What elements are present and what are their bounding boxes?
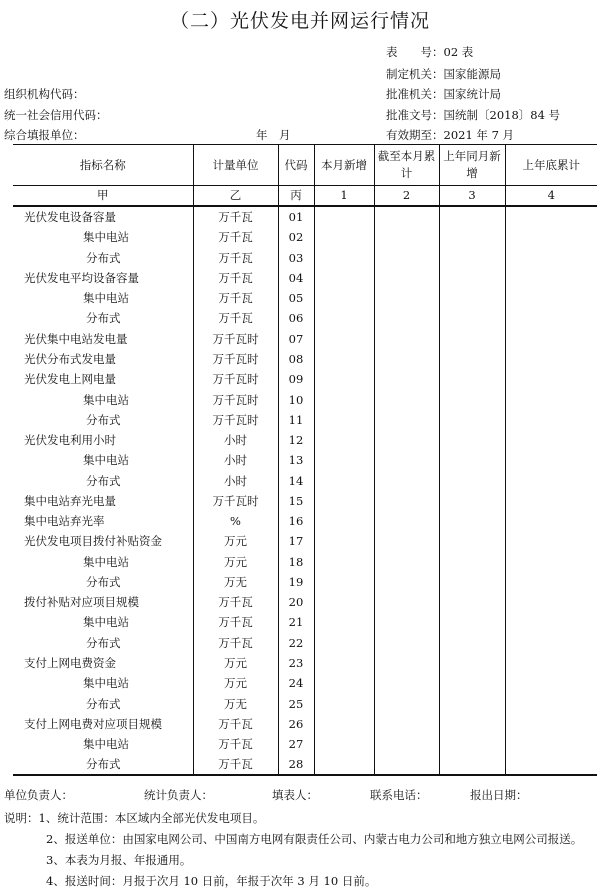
unit-cell: 万无 <box>193 572 278 592</box>
table-row <box>13 349 597 369</box>
indicator-name: 集中电站 <box>83 230 129 245</box>
filler-label: 填表人： <box>272 788 318 802</box>
value-cell-last-year-month-new <box>439 531 505 551</box>
indicator-name: 分布式 <box>86 696 121 711</box>
value-cell-month-new <box>314 633 374 653</box>
value-cell-last-year-month-new <box>439 329 505 349</box>
table-row <box>13 572 597 592</box>
value-cell-last-year-end <box>505 714 597 734</box>
value-cell-cumulative <box>374 673 439 693</box>
code-cell: 09 <box>278 369 314 389</box>
value-cell-last-year-end <box>505 531 597 551</box>
value-cell-cumulative <box>374 491 439 511</box>
unit-cell: 万元 <box>193 552 278 572</box>
table-row <box>13 673 597 693</box>
value-cell-month-new <box>314 268 374 288</box>
value-cell-last-year-end <box>505 206 597 227</box>
value-cell-cumulative <box>374 754 439 775</box>
value-cell-cumulative <box>374 734 439 754</box>
report-table <box>13 144 597 776</box>
value-cell-month-new <box>314 308 374 328</box>
value-cell-last-year-end <box>505 430 597 450</box>
value-cell-month-new <box>314 612 374 632</box>
header-row <box>13 145 597 186</box>
indicator-name: 集中电站 <box>83 554 129 569</box>
code-cell: 02 <box>278 227 314 247</box>
value-cell-month-new <box>314 369 374 389</box>
value-cell-month-new <box>314 389 374 409</box>
unit-cell: 万千瓦 <box>193 612 278 632</box>
value-cell-last-year-month-new <box>439 633 505 653</box>
code-cell: 15 <box>278 491 314 511</box>
value-cell-last-year-end <box>505 389 597 409</box>
table-row <box>13 369 597 389</box>
value-cell-last-year-month-new <box>439 592 505 612</box>
value-cell-last-year-end <box>505 572 597 592</box>
column-code: 1 <box>314 186 374 207</box>
table-row <box>13 410 597 430</box>
page-title: （二）光伏发电并网运行情况 <box>169 10 430 32</box>
value-cell-last-year-month-new <box>439 288 505 308</box>
unit-cell: 万千瓦时 <box>193 389 278 409</box>
unit-cell: 小时 <box>193 430 278 450</box>
indicator-name: 集中电站 <box>83 291 129 306</box>
value-cell-month-new <box>314 227 374 247</box>
column-code-row <box>13 186 597 207</box>
credit-code-label: 统一社会信用代码： <box>4 108 108 122</box>
unit-cell: 万千瓦 <box>193 592 278 612</box>
table-number: 表 号：02 表 <box>386 45 474 59</box>
value-cell-last-year-month-new <box>439 653 505 673</box>
indicator-name: 光伏集中电站发电量 <box>24 331 128 346</box>
value-cell-cumulative <box>374 531 439 551</box>
value-cell-month-new <box>314 673 374 693</box>
table-row <box>13 693 597 713</box>
unit-cell: 万元 <box>193 673 278 693</box>
indicator-name: 集中电站 <box>83 453 129 468</box>
column-code: 丙 <box>278 186 314 207</box>
value-cell-last-year-end <box>505 653 597 673</box>
reporter-label: 综合填报单位： <box>4 128 85 142</box>
code-cell: 03 <box>278 248 314 268</box>
value-cell-last-year-end <box>505 450 597 470</box>
note-1: 说明：1、统计范围：本区域内全部光伏发电项目。 <box>4 811 265 825</box>
code-cell: 21 <box>278 612 314 632</box>
unit-cell: 万千瓦时 <box>193 329 278 349</box>
value-cell-last-year-month-new <box>439 754 505 775</box>
table-row <box>13 329 597 349</box>
indicator-name: 光伏发电项目拨付补贴资金 <box>24 534 162 549</box>
value-cell-cumulative <box>374 552 439 572</box>
indicator-name: 拨付补贴对应项目规模 <box>24 595 139 610</box>
indicator-name: 光伏发电平均设备容量 <box>24 270 139 285</box>
value-cell-month-new <box>314 552 374 572</box>
value-cell-last-year-end <box>505 633 597 653</box>
table-row <box>13 206 597 227</box>
value-cell-last-year-end <box>505 592 597 612</box>
code-cell: 06 <box>278 308 314 328</box>
unit-cell: 万元 <box>193 653 278 673</box>
table-body <box>13 206 597 775</box>
indicator-name: 集中电站 <box>83 615 129 630</box>
value-cell-last-year-end <box>505 349 597 369</box>
value-cell-last-year-end <box>505 308 597 328</box>
unit-cell: 万千瓦 <box>193 206 278 227</box>
issuing-authority: 制定机关：国家能源局 <box>386 67 501 81</box>
table-row <box>13 389 597 409</box>
value-cell-cumulative <box>374 470 439 490</box>
value-cell-last-year-end <box>505 511 597 531</box>
org-code-label: 组织机构代码： <box>4 87 85 101</box>
unit-cell: 万千瓦 <box>193 227 278 247</box>
column-code: 甲 <box>13 186 193 207</box>
value-cell-last-year-month-new <box>439 369 505 389</box>
value-cell-cumulative <box>374 511 439 531</box>
year-month-label: 年 月 <box>256 128 291 142</box>
value-cell-last-year-month-new <box>439 552 505 572</box>
value-cell-month-new <box>314 592 374 612</box>
table-row <box>13 653 597 673</box>
value-cell-cumulative <box>374 268 439 288</box>
value-cell-last-year-month-new <box>439 430 505 450</box>
code-cell: 18 <box>278 552 314 572</box>
table-row <box>13 511 597 531</box>
table-row <box>13 734 597 754</box>
unit-cell: 万千瓦 <box>193 288 278 308</box>
table-row <box>13 227 597 247</box>
code-cell: 19 <box>278 572 314 592</box>
value-cell-last-year-end <box>505 288 597 308</box>
unit-head-label: 单位负责人： <box>4 788 73 802</box>
code-cell: 27 <box>278 734 314 754</box>
value-cell-month-new <box>314 410 374 430</box>
value-cell-month-new <box>314 754 374 775</box>
value-cell-last-year-month-new <box>439 511 505 531</box>
indicator-name: 光伏发电上网电量 <box>24 372 116 387</box>
value-cell-month-new <box>314 734 374 754</box>
indicator-name: 集中电站 <box>83 392 129 407</box>
value-cell-month-new <box>314 248 374 268</box>
table-row <box>13 592 597 612</box>
table-row <box>13 491 597 511</box>
value-cell-cumulative <box>374 288 439 308</box>
value-cell-cumulative <box>374 329 439 349</box>
value-cell-cumulative <box>374 410 439 430</box>
value-cell-cumulative <box>374 612 439 632</box>
code-cell: 16 <box>278 511 314 531</box>
value-cell-month-new <box>314 491 374 511</box>
unit-cell: 万千瓦 <box>193 714 278 734</box>
note-2: 2、报送单位：由国家电网公司、中国南方电网有限责任公司、内蒙古电力公司和地方独立电网公司报送。 <box>46 832 583 846</box>
value-cell-last-year-end <box>505 410 597 430</box>
code-cell: 24 <box>278 673 314 693</box>
indicator-name: 分布式 <box>86 635 121 650</box>
valid-until: 有效期至：2021 年 7 月 <box>386 128 515 142</box>
header-last-year-end-cumulative: 上年底累计 <box>505 145 597 186</box>
value-cell-last-year-month-new <box>439 693 505 713</box>
value-cell-last-year-month-new <box>439 734 505 754</box>
value-cell-last-year-month-new <box>439 206 505 227</box>
indicator-name: 分布式 <box>86 473 121 488</box>
code-cell: 28 <box>278 754 314 775</box>
value-cell-last-year-month-new <box>439 491 505 511</box>
indicator-name: 分布式 <box>86 574 121 589</box>
report-date-label: 报出日期： <box>470 788 528 802</box>
value-cell-cumulative <box>374 450 439 470</box>
header-indicator-name: 指标名称 <box>13 145 193 186</box>
value-cell-month-new <box>314 572 374 592</box>
table-row <box>13 633 597 653</box>
indicator-name: 分布式 <box>86 412 121 427</box>
code-cell: 10 <box>278 389 314 409</box>
indicator-name: 集中电站 <box>83 676 129 691</box>
code-cell: 05 <box>278 288 314 308</box>
value-cell-last-year-end <box>505 329 597 349</box>
stats-head-label: 统计负责人： <box>144 788 213 802</box>
value-cell-last-year-end <box>505 248 597 268</box>
value-cell-last-year-month-new <box>439 349 505 369</box>
approving-authority: 批准机关：国家统计局 <box>386 87 501 101</box>
value-cell-last-year-end <box>505 754 597 775</box>
value-cell-cumulative <box>374 633 439 653</box>
value-cell-cumulative <box>374 430 439 450</box>
value-cell-last-year-end <box>505 673 597 693</box>
table-row <box>13 430 597 450</box>
value-cell-last-year-month-new <box>439 673 505 693</box>
value-cell-cumulative <box>374 389 439 409</box>
indicator-name: 光伏分布式发电量 <box>24 351 116 366</box>
value-cell-last-year-month-new <box>439 308 505 328</box>
value-cell-last-year-month-new <box>439 714 505 734</box>
column-code: 4 <box>505 186 597 207</box>
table-row <box>13 552 597 572</box>
approval-number: 批准文号：国统制〔2018〕84 号 <box>386 108 561 122</box>
unit-cell: 万千瓦时 <box>193 491 278 511</box>
value-cell-cumulative <box>374 248 439 268</box>
unit-cell: 万千瓦时 <box>193 410 278 430</box>
header-cumulative: 截至本月累计 <box>374 145 439 186</box>
unit-cell: 万千瓦时 <box>193 369 278 389</box>
value-cell-cumulative <box>374 653 439 673</box>
value-cell-month-new <box>314 430 374 450</box>
value-cell-last-year-month-new <box>439 612 505 632</box>
value-cell-last-year-month-new <box>439 410 505 430</box>
code-cell: 20 <box>278 592 314 612</box>
unit-cell: 小时 <box>193 470 278 490</box>
header-code: 代码 <box>278 145 314 186</box>
value-cell-month-new <box>314 531 374 551</box>
value-cell-last-year-end <box>505 612 597 632</box>
value-cell-last-year-end <box>505 693 597 713</box>
indicator-name: 集中电站 <box>83 737 129 752</box>
value-cell-last-year-month-new <box>439 227 505 247</box>
code-cell: 23 <box>278 653 314 673</box>
indicator-name: 集中电站弃光率 <box>24 514 105 529</box>
column-code: 乙 <box>193 186 278 207</box>
value-cell-cumulative <box>374 227 439 247</box>
value-cell-last-year-end <box>505 227 597 247</box>
table-row <box>13 450 597 470</box>
table-row <box>13 470 597 490</box>
table-row <box>13 754 597 775</box>
value-cell-last-year-end <box>505 268 597 288</box>
value-cell-cumulative <box>374 592 439 612</box>
code-cell: 04 <box>278 268 314 288</box>
table-row <box>13 268 597 288</box>
value-cell-month-new <box>314 511 374 531</box>
value-cell-cumulative <box>374 308 439 328</box>
note-4: 4、报送时间：月报于次月 10 日前，年报于次年 3 月 10 日前。 <box>46 874 377 888</box>
unit-cell: 万千瓦 <box>193 248 278 268</box>
value-cell-last-year-end <box>505 552 597 572</box>
code-cell: 12 <box>278 430 314 450</box>
unit-cell: 万千瓦时 <box>193 349 278 369</box>
unit-cell: 万无 <box>193 693 278 713</box>
unit-cell: 万千瓦 <box>193 754 278 775</box>
code-cell: 26 <box>278 714 314 734</box>
value-cell-cumulative <box>374 714 439 734</box>
code-cell: 25 <box>278 693 314 713</box>
table-row <box>13 288 597 308</box>
header-month-new: 本月新增 <box>314 145 374 186</box>
value-cell-last-year-month-new <box>439 572 505 592</box>
table-row <box>13 248 597 268</box>
value-cell-month-new <box>314 714 374 734</box>
table-row <box>13 308 597 328</box>
column-code: 2 <box>374 186 439 207</box>
value-cell-cumulative <box>374 349 439 369</box>
phone-label: 联系电话： <box>370 788 428 802</box>
code-cell: 01 <box>278 206 314 227</box>
unit-cell: % <box>193 511 278 531</box>
table-row <box>13 714 597 734</box>
code-cell: 14 <box>278 470 314 490</box>
value-cell-cumulative <box>374 206 439 227</box>
note-3: 3、本表为月报、年报通用。 <box>46 853 192 867</box>
value-cell-month-new <box>314 329 374 349</box>
value-cell-last-year-month-new <box>439 389 505 409</box>
column-code: 3 <box>439 186 505 207</box>
indicator-name: 支付上网电费对应项目规模 <box>24 716 162 731</box>
value-cell-last-year-end <box>505 491 597 511</box>
value-cell-last-year-end <box>505 369 597 389</box>
indicator-name: 分布式 <box>13 754 193 775</box>
value-cell-last-year-month-new <box>439 248 505 268</box>
indicator-name: 集中电站弃光电量 <box>24 493 116 508</box>
unit-cell: 小时 <box>193 450 278 470</box>
table-row <box>13 612 597 632</box>
unit-cell: 万元 <box>193 531 278 551</box>
code-cell: 17 <box>278 531 314 551</box>
value-cell-cumulative <box>374 693 439 713</box>
value-cell-month-new <box>314 349 374 369</box>
code-cell: 07 <box>278 329 314 349</box>
indicator-name: 分布式 <box>86 311 121 326</box>
code-cell: 13 <box>278 450 314 470</box>
value-cell-month-new <box>314 206 374 227</box>
value-cell-last-year-month-new <box>439 450 505 470</box>
value-cell-month-new <box>314 693 374 713</box>
unit-cell: 万千瓦 <box>193 734 278 754</box>
header-unit: 计量单位 <box>193 145 278 186</box>
header-last-year-month-new: 上年同月新增 <box>439 145 505 186</box>
value-cell-last-year-month-new <box>439 268 505 288</box>
value-cell-cumulative <box>374 369 439 389</box>
unit-cell: 万千瓦 <box>193 633 278 653</box>
value-cell-last-year-end <box>505 470 597 490</box>
value-cell-last-year-end <box>505 734 597 754</box>
value-cell-month-new <box>314 470 374 490</box>
indicator-name: 光伏发电设备容量 <box>24 210 116 225</box>
value-cell-month-new <box>314 288 374 308</box>
code-cell: 11 <box>278 410 314 430</box>
indicator-name: 分布式 <box>86 250 121 265</box>
indicator-name: 光伏发电利用小时 <box>24 433 116 448</box>
unit-cell: 万千瓦 <box>193 308 278 328</box>
value-cell-month-new <box>314 653 374 673</box>
table-row <box>13 531 597 551</box>
code-cell: 22 <box>278 633 314 653</box>
unit-cell: 万千瓦 <box>193 268 278 288</box>
indicator-name: 支付上网电费资金 <box>24 655 116 670</box>
value-cell-last-year-month-new <box>439 470 505 490</box>
code-cell: 08 <box>278 349 314 369</box>
value-cell-cumulative <box>374 572 439 592</box>
value-cell-month-new <box>314 450 374 470</box>
